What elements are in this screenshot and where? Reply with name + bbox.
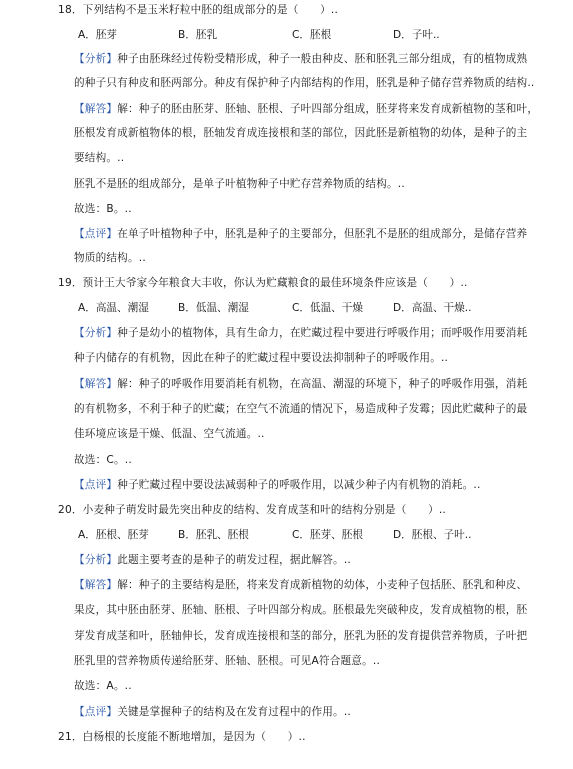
- q18-answer-line-2: 胚根发育成新植物体的根，胚轴发育成连接根和茎的部位，因此胚是新植物的幼体，是种子的主: [74, 127, 528, 139]
- q18-analysis-line-1: 【分析】种子由胚珠经过传粉受精形成，种子一般由种皮、胚和胚乳三部分组成，有的植物成熟: [74, 53, 528, 65]
- q20-comment-line-1: 【点评】关键是掌握种子的结构及在发育过程中的作用。..: [74, 706, 351, 718]
- analysis-tag: 【分析】: [74, 53, 118, 65]
- q20-option-c: C．胚芽、胚根: [292, 529, 363, 541]
- q18-answer-line-1: 【解答】解：种子的胚由胚芽、胚轴、胚根、子叶四部分组成，胚芽将来发育成新植物的茎和叶，: [74, 103, 539, 115]
- q20-answer-line-5: 故选：A。..: [74, 680, 132, 692]
- q18-comment-line-2: 物质的结构。..: [74, 252, 146, 264]
- q20-stem: 20．小麦种子萌发时最先突出种皮的结构、发育成茎和叶的结构分别是（ ）..: [58, 504, 446, 516]
- q19-option-b: B．低温、潮湿: [178, 302, 249, 314]
- q21-stem: 21．白杨根的长度能不断地增加，是因为（ ）..: [58, 731, 306, 743]
- q18-option-a: A．胚芽: [78, 29, 118, 41]
- comment-tag: 【点评】: [74, 228, 118, 240]
- q18-option-b: B．胚乳: [178, 29, 218, 41]
- comment-tag: 【点评】: [74, 706, 118, 718]
- q20-answer-line-4: 胚乳里的营养物质传递给胚芽、胚轴、胚根。可见A符合题意。..: [74, 655, 381, 667]
- q18-answer-line-4: 胚乳不是胚的组成部分，是单子叶植物种子中贮存营养物质的结构。..: [74, 178, 405, 190]
- q18-answer-line-3: 要结构。..: [74, 152, 125, 164]
- q20-answer-line-1: 【解答】解：种子的主要结构是胚，将来发育成新植物的幼体，小麦种子包括胚、胚乳和种皮、: [74, 579, 528, 591]
- q18-analysis-line-2: 的种子只有种皮和胚两部分。种皮有保护种子内部结构的作用，胚乳是种子储存营养物质的结构..: [74, 77, 535, 89]
- analysis-tag: 【分析】: [74, 327, 118, 339]
- answer-tag: 【解答】: [74, 579, 118, 591]
- answer-tag: 【解答】: [74, 103, 118, 115]
- q19-comment-line-1: 【点评】种子贮藏过程中要设法减弱种子的呼吸作用，以减少种子内有机物的消耗。..: [74, 479, 481, 491]
- answer-tag: 【解答】: [74, 378, 118, 390]
- q20-answer-line-2: 果皮，其中胚由胚芽、胚轴、胚根、子叶四部分构成。胚根最先突破种皮，发育成植物的根，胚: [74, 604, 528, 616]
- q19-analysis-line-1: 【分析】种子是幼小的植物体，具有生命力，在贮藏过程中要进行呼吸作用；而呼吸作用要消耗: [74, 327, 528, 339]
- q19-answer-line-3: 佳环境应该是干燥、低温、空气流通。..: [74, 428, 265, 440]
- q19-answer-line-1: 【解答】解：种子的呼吸作用要消耗有机物，在高温、潮湿的环境下，种子的呼吸作用强，消耗: [74, 378, 528, 390]
- q20-option-a: A．胚根、胚芽: [78, 529, 149, 541]
- q19-answer-line-2: 的有机物多，不利于种子的贮藏；在空气不流通的情况下，易造成种子发霉；因此贮藏种子的最: [74, 403, 528, 415]
- q20-analysis-line-1: 【分析】此题主要考查的是种子的萌发过程，据此解答。..: [74, 554, 351, 566]
- analysis-tag: 【分析】: [74, 554, 118, 566]
- q18-stem: 18．下列结构不是玉米籽粒中胚的组成部分的是（ ）..: [58, 4, 339, 16]
- q20-option-b: B．胚乳、胚根: [178, 529, 249, 541]
- q19-stem: 19．预计王大爷家今年粮食大丰收，你认为贮藏粮食的最佳环境条件应该是（ ）..: [58, 277, 468, 289]
- q19-option-d: D．高温、干燥..: [393, 302, 472, 314]
- q19-answer-line-4: 故选：C。..: [74, 454, 132, 466]
- q19-option-a: A．高温、潮湿: [78, 302, 149, 314]
- q19-analysis-line-2: 种子内储存的有机物，因此在种子的贮藏过程中要设法抑制种子的呼吸作用。..: [74, 352, 449, 364]
- q18-comment-line-1: 【点评】在单子叶植物种子中，胚乳是种子的主要部分，但胚乳不是胚的组成部分，是储存营养: [74, 228, 528, 240]
- q20-option-d: D．胚根、子叶..: [393, 529, 472, 541]
- q18-option-c: C．胚根: [292, 29, 332, 41]
- comment-tag: 【点评】: [74, 479, 118, 491]
- q18-answer-line-5: 故选：B。..: [74, 203, 132, 215]
- q19-option-c: C．低温、干燥: [292, 302, 363, 314]
- q18-option-d: D．子叶..: [393, 29, 440, 41]
- q20-answer-line-3: 芽发育成茎和叶，胚轴伸长，发育成连接根和茎的部分，胚乳为胚的发育提供营养物质，子叶把: [74, 630, 528, 642]
